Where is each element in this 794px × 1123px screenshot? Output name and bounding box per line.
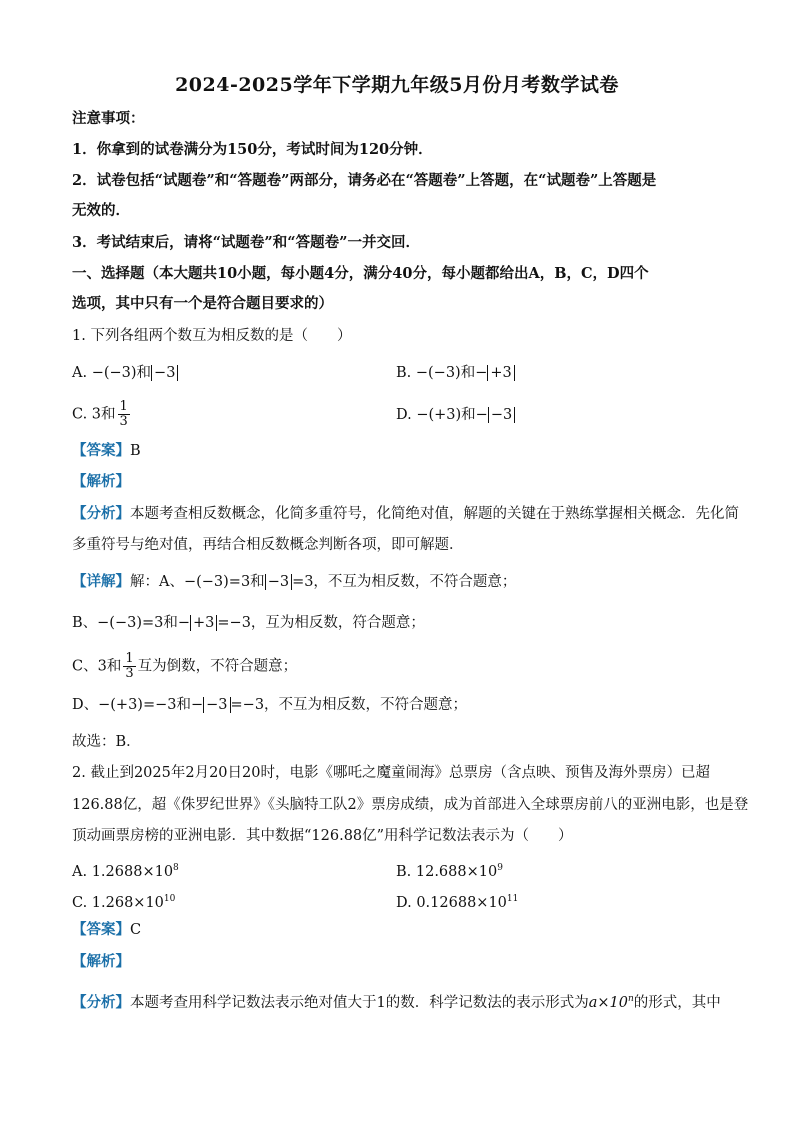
q2-analysis-tag xyxy=(72,951,722,973)
fenxi-tag: 【分析】 xyxy=(72,505,130,522)
q2-option-b-exp: 9 xyxy=(497,863,503,873)
detail-c-fraction xyxy=(123,652,135,681)
q1-detail-a xyxy=(72,571,722,593)
notice-item-3: 3．考试结束后，请将“试题卷”和“答题卷”一并交回． xyxy=(72,234,420,251)
q2-option-d-base: 0.12688×10 xyxy=(416,895,507,911)
q2-stem: 2. 截止到2025年2月20日20时，电影《哪吒之魔童闹海》总票房（含点映、预售及海外票房）已超 xyxy=(72,765,710,781)
analysis-tag: 【解析】 xyxy=(72,473,130,490)
q2-option-b xyxy=(396,857,503,883)
q1-detail-d xyxy=(72,694,722,716)
q1-analysis-tag xyxy=(72,471,722,493)
detail-b-abs: +3 xyxy=(190,615,217,631)
fraction-denominator: 3 xyxy=(119,414,128,429)
q2-option-c-base: 1.268×10 xyxy=(91,895,164,911)
q1-option-b-label: B. xyxy=(396,365,412,381)
q1-option-b-text: −(−3)和− xyxy=(415,365,488,381)
page-title: 2024-2025学年下学期九年级5月份月考数学试卷 xyxy=(175,74,619,96)
q1-detail-b xyxy=(72,612,722,634)
section-heading-cont: 选项，其中只有一个是符合题目要求的） xyxy=(72,295,333,312)
q1-answer xyxy=(72,440,722,462)
fenxi-tag: 【分析】 xyxy=(72,994,130,1011)
detail-c-result: 互为倒数，不符合题意； xyxy=(137,658,298,675)
detail-b-text: B、−(−3)=3和− xyxy=(72,615,191,631)
notice-item-2-cont: 无效的． xyxy=(72,202,130,219)
answer-tag: 【答案】 xyxy=(72,921,130,938)
answer-value: B xyxy=(130,443,141,459)
q1-option-a-label: A. xyxy=(72,365,88,381)
q2-option-a-base: 1.2688×10 xyxy=(91,864,174,880)
q2-fenxi xyxy=(72,988,722,1014)
q1-option-a-abs: −3 xyxy=(151,365,178,381)
fraction-denominator: 3 xyxy=(125,666,134,681)
section-heading: 一、选择题（本大题共10小题，每小题4分，满分40分，每小题都给出A，B，C，D四个 xyxy=(72,265,649,282)
notice-heading: 注意事项： xyxy=(72,110,145,127)
detail-d-result: =−3，不互为相反数，不符合题意； xyxy=(230,697,468,713)
notice-item-1: 1．你拿到的试卷满分为150分，考试时间为120分钟． xyxy=(72,141,433,158)
analysis-tag: 【解析】 xyxy=(72,953,130,970)
q2-option-b-base: 12.688×10 xyxy=(415,864,498,880)
detail-c-text: C、3和 xyxy=(72,658,122,675)
q2-option-d xyxy=(396,888,518,914)
q2-answer xyxy=(72,919,722,941)
q2-option-c-exp: 10 xyxy=(163,894,176,904)
notice-item-2: 2．试卷包括“试题卷”和“答题卷”两部分，请务必在“答题卷”上答题，在“试题卷”上答题是 xyxy=(72,172,657,189)
fenxi-text: 本题考查用科学记数法表示绝对值大于1的数．科学记数法的表示形式为 xyxy=(130,995,589,1011)
q1-option-b-abs: +3 xyxy=(487,365,514,381)
fenxi-text: 本题考查相反数概念，化简多重符号，化简绝对值，解题的关键在于熟练掌握相关概念．先化简 xyxy=(130,506,739,522)
q1-option-d xyxy=(396,404,515,426)
q2-option-d-exp: 11 xyxy=(506,894,519,904)
fenxi-math: a×10 xyxy=(588,995,628,1011)
fraction-numerator: 1 xyxy=(125,651,134,666)
detail-a-text: 解：A、−(−3)=3和 xyxy=(130,574,265,590)
q1-option-c-fraction xyxy=(118,400,130,429)
q2-option-a-exp: 8 xyxy=(173,863,179,873)
q1-stem: 1. 下列各组两个数互为相反数的是（ ） xyxy=(72,328,352,344)
q1-option-d-label: D. xyxy=(396,407,412,423)
q1-conclusion: 故选：B． xyxy=(72,734,141,750)
q2-option-b-label: B. xyxy=(396,864,412,880)
detail-d-abs: −3 xyxy=(203,697,230,713)
answer-tag: 【答案】 xyxy=(72,442,130,459)
detail-b-result: =−3，互为相反数，符合题意； xyxy=(217,615,425,631)
q2-option-a-label: A. xyxy=(72,864,88,880)
q1-detail-c xyxy=(72,652,722,681)
answer-value: C xyxy=(130,922,142,938)
detail-a-abs: −3 xyxy=(265,574,292,590)
fenxi-text-end: 的形式，其中 xyxy=(633,995,721,1011)
detail-tag: 【详解】 xyxy=(72,573,130,590)
fenxi-exp: n xyxy=(627,994,634,1004)
q2-option-c-label: C. xyxy=(72,895,88,911)
q1-option-d-text: −(+3)和− xyxy=(416,407,488,423)
q1-option-a-text: −(−3)和 xyxy=(91,365,152,381)
detail-d-text: D、−(+3)=−3和− xyxy=(72,697,204,713)
q1-option-c-label: C. 3和 xyxy=(72,406,116,423)
fraction-numerator: 1 xyxy=(119,399,128,414)
q1-fenxi-cont: 多重符号与绝对值，再结合相反数概念判断各项，即可解题． xyxy=(72,537,464,553)
q2-stem-cont-2: 顶动画票房榜的亚洲电影．其中数据“126.88亿”用科学记数法表示为（ ） xyxy=(72,828,573,844)
q1-option-b xyxy=(396,362,515,384)
q1-option-d-abs: −3 xyxy=(488,407,515,423)
detail-a-result: =3，不互为相反数，不符合题意； xyxy=(292,574,517,590)
q2-option-d-label: D. xyxy=(396,895,412,911)
q2-stem-cont-1: 126.88亿，超《侏罗纪世界》《头脑特工队2》票房成绩，成为首部进入全球票房前八的亚洲电影，也是登 xyxy=(72,797,749,813)
q1-fenxi xyxy=(72,503,739,525)
